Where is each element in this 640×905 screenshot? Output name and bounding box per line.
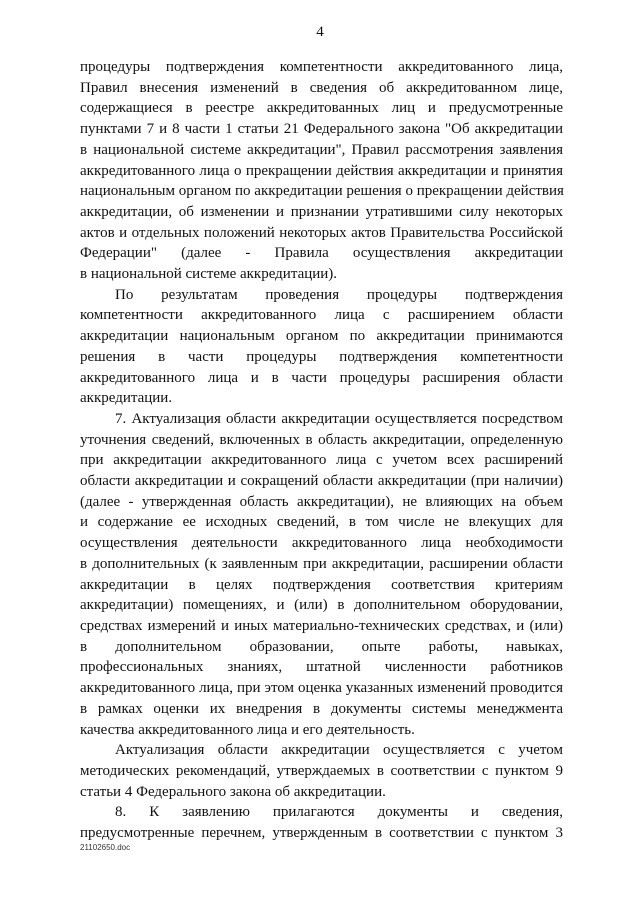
- text-line: области аккредитации и сокращений области аккредитации (при наличии): [80, 473, 563, 490]
- text-line: содержащиеся в реестре аккредитованных лиц и предусмотренные: [80, 100, 563, 117]
- text-line: качества аккредитованного лица и его деятельность.: [80, 721, 415, 738]
- text-line: аккредитации) помещениях, и (или) в дополнительном оборудовании,: [80, 597, 563, 614]
- paragraph-3: [80, 409, 563, 740]
- text-line: (далее - утвержденная область аккредитации), не влияющих на объем: [80, 493, 563, 510]
- page-number: 4: [316, 24, 324, 40]
- text-line: Федерации" (далее - Правила осуществления аккредитации: [80, 245, 563, 262]
- text-line: статьи 4 Федерального закона об аккредитации.: [80, 783, 386, 800]
- text-line: и содержание ее исходных сведений, в том числе не влекущих для: [80, 514, 563, 531]
- text-line: национальным органом по аккредитации решения о прекращении действия: [80, 183, 564, 200]
- text-line: средствах измерений и иных материально-технических средствах, и (или): [80, 617, 563, 634]
- paragraph-5: [80, 802, 563, 843]
- text-line: профессиональных знаниях, штатной численности работников: [80, 659, 563, 676]
- text-line: предусмотренные перечнем, утвержденным в соответствии с пунктом 3: [80, 825, 563, 842]
- text-line: уточнения сведений, включенных в область аккредитации, определенную: [80, 431, 563, 448]
- text-line: 8. К заявлению прилагаются документы и сведения,: [115, 804, 563, 821]
- text-line: Актуализация области аккредитации осуществляется с учетом: [115, 742, 563, 759]
- document-body: [80, 57, 563, 844]
- paragraph-1: [80, 57, 563, 285]
- text-line: пунктами 7 и 8 части 1 статьи 21 Федерального закона "Об аккредитации: [80, 121, 563, 138]
- text-line: методических рекомендаций, утверждаемых в соответствии с пунктом 9: [80, 762, 563, 779]
- text-line: По результатам проведения процедуры подтверждения: [115, 286, 563, 303]
- text-line: в дополнительных (к заявленным при аккредитации, расширении области: [80, 555, 563, 572]
- text-line: в национальной системе аккредитации).: [80, 266, 338, 283]
- text-line: аккредитованного лица, при этом оценка указанных изменений проводится: [80, 680, 563, 697]
- text-line: Правил внесения изменений в сведения об аккредитованном лице,: [80, 79, 563, 96]
- text-line: при аккредитации аккредитованного лица с учетом всех расширений: [80, 452, 563, 469]
- text-line: компетентности аккредитованного лица с расширением области: [80, 307, 563, 324]
- text-line: аккредитации.: [80, 390, 173, 407]
- text-line: в национальной системе аккредитации", Правил рассмотрения заявления: [80, 141, 563, 158]
- paragraph-4: [80, 740, 563, 802]
- text-line: актов и отдельных положений некоторых актов Правительства Российской: [80, 224, 563, 241]
- text-line: 7. Актуализация области аккредитации осуществляется посредством: [115, 410, 563, 427]
- text-line: аккредитации национальным органом по аккредитации принимаются: [80, 328, 563, 345]
- text-line: в дополнительном образовании, опыте работы, навыках,: [80, 638, 563, 655]
- text-line: процедуры подтверждения компетентности аккредитованного лица,: [80, 59, 563, 75]
- text-line: осуществления деятельности аккредитованного лица необходимости: [80, 535, 563, 552]
- text-line: решения в части процедуры подтверждения компетентности: [80, 348, 563, 365]
- text-line: аккредитации, об изменении и признании утратившими силу некоторых: [80, 203, 563, 220]
- text-line: аккредитованного лица о прекращении действия аккредитации и принятия: [80, 162, 563, 179]
- text-line: аккредитованного лица и в части процедуры расширения области: [80, 369, 563, 386]
- footer-filename: 21102650.doc: [80, 843, 131, 852]
- paragraph-2: [80, 285, 563, 409]
- text-line: аккредитации в целях подтверждения соответствия критериям: [80, 576, 563, 593]
- text-line: в рамках оценки их внедрения в документы системы менеджмента: [80, 700, 563, 717]
